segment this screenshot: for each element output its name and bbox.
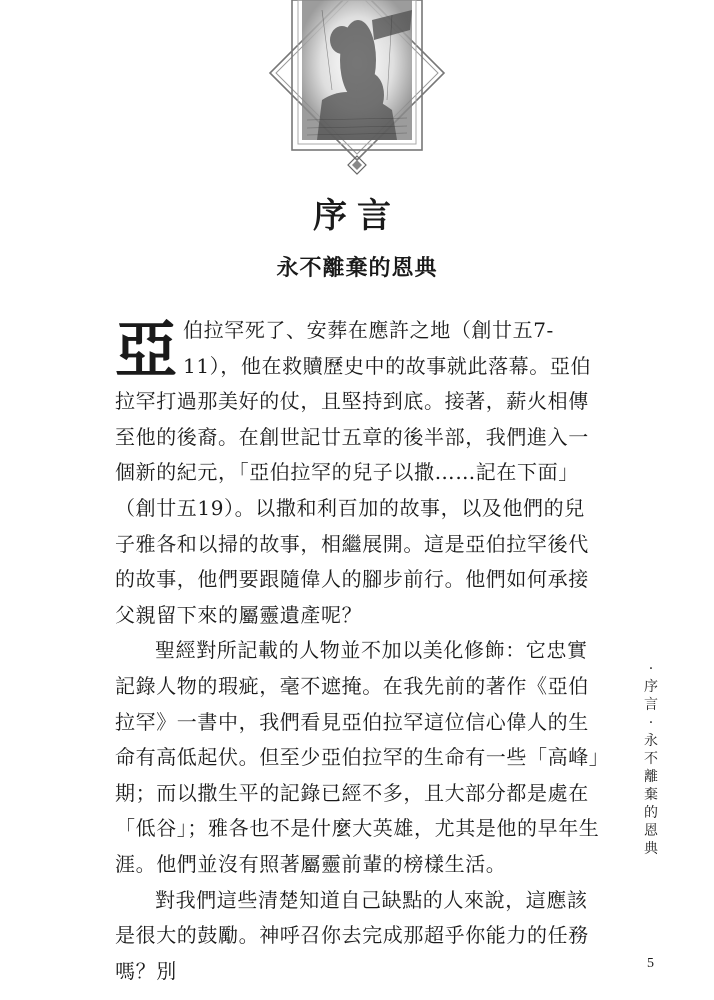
chapter-heading: 序言	[313, 196, 401, 236]
dot-separator: ·	[648, 715, 654, 731]
running-header-title: 永 不 離 棄 的 恩 典	[644, 733, 658, 857]
paragraph	[115, 313, 605, 633]
paragraph-text: 聖經對所記載的人物並不加以美化修飾：它忠實記錄人物的瑕疵，毫不遮掩。在我先前的著作《亞伯拉罕》一書中，我們看見亞伯拉罕這位信心偉人的生命有高低起伏。但至少亞伯拉罕的生命有一些「高峰」期；而以撒生平的記錄已經不多，且大部分都是處在「低谷」；雅各也不是什麼大英雄，尤其是他的早年生涯。他們並沒有照著屬靈前輩的榜樣生活。	[115, 638, 600, 876]
paragraph	[115, 883, 605, 990]
body-text	[115, 313, 605, 989]
dot-separator: ·	[648, 661, 654, 677]
paragraph-text: 對我們這些清楚知道自己缺點的人來說，這應該是很大的鼓勵。神呼召你去完成那超乎你能力的任務嗎？別	[115, 887, 589, 983]
running-header	[638, 660, 664, 858]
engraving-emblem	[262, 0, 452, 180]
running-header-chapter: 序 言	[644, 679, 658, 713]
drop-cap: 亞	[115, 313, 178, 386]
paragraph-text: 伯拉罕死了、安葬在應許之地（創廿五7-11），他在救贖歷史中的故事就此落幕。亞伯拉罕打過那美好的仗，且堅持到底。接著，薪火相傳至他的後裔。在創世記廿五章的後半部，我們進入一個新的紀元，「亞伯拉罕的兒子以撒……記在下面」（創廿五19）。以撒和利百加的故事，以及他們的兒子雅各和以掃的故事，相繼展開。這是亞伯拉罕後代的故事，他們要跟隨偉人的腳步前行。他們如何承接父親留下來的屬靈遺產呢？	[115, 318, 592, 627]
paragraph	[115, 633, 605, 882]
chapter-subtitle: 永不離棄的恩典	[276, 256, 438, 281]
page-number: 5	[647, 956, 654, 971]
